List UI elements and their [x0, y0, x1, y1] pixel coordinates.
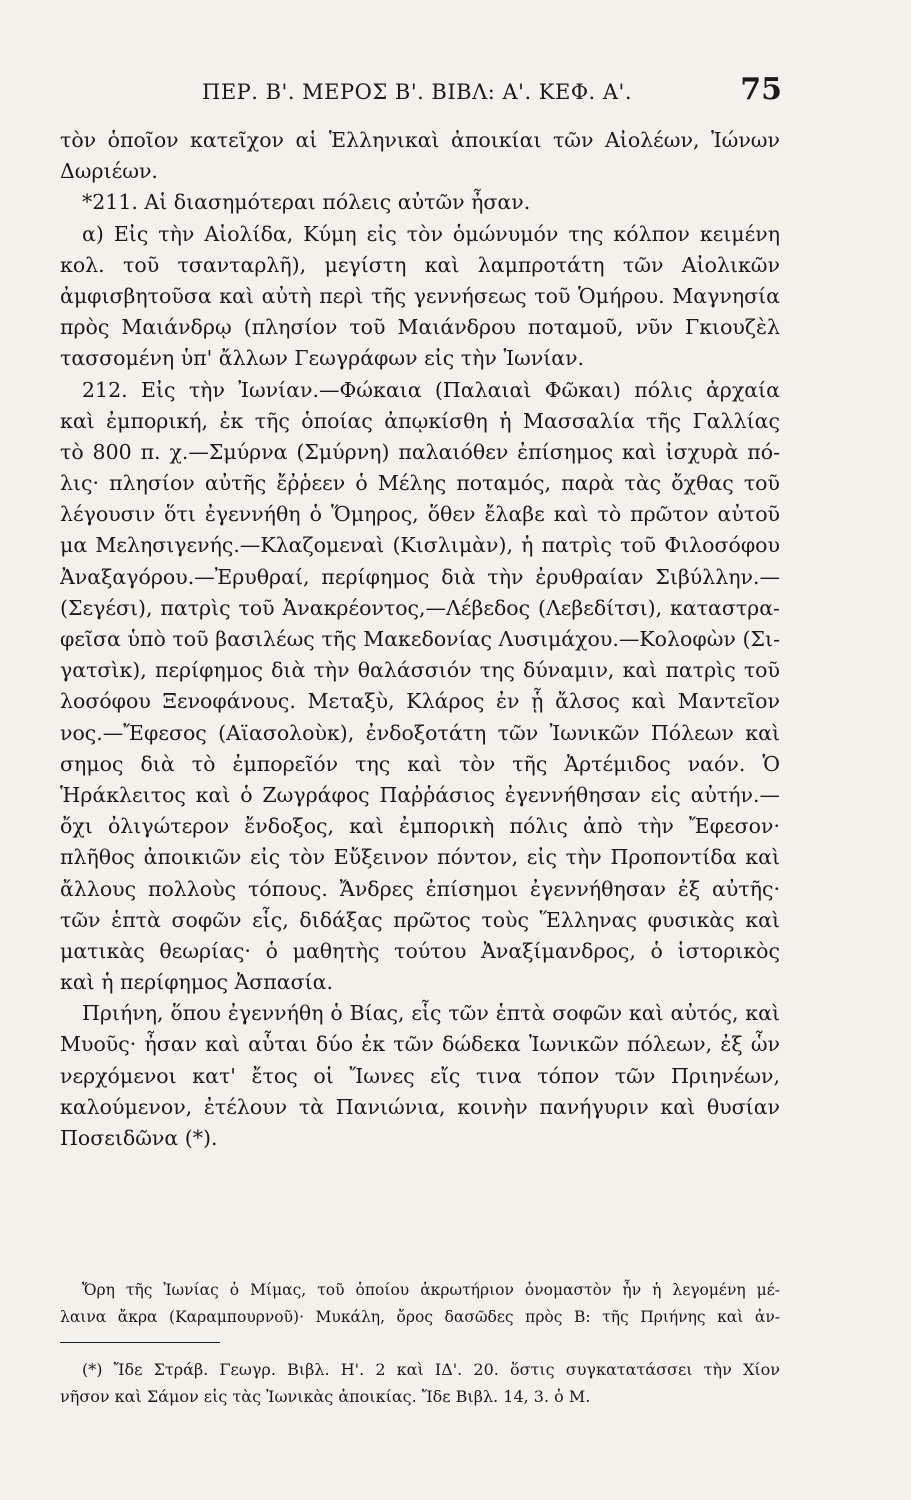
- text-line: μα Μελησιγενής.—Κλαζομεναὶ (Κισλιμὰν), ἡ πατρὶς τοῦ Φιλοσόφου: [60, 533, 780, 558]
- footnote: [60, 1356, 780, 1410]
- text-line: κολ. τοῦ τσανταρλῆ), μεγίστη καὶ λαμπροτάτη τῶν Αἰολικῶν: [60, 252, 780, 277]
- text-line: τῶν ἑπτὰ σοφῶν εἷς, διδάξας πρῶτος τοὺς Ἕλληνας φυσικὰς καὶ: [60, 907, 780, 932]
- text-line: (Σεγέσι), πατρὶς τοῦ Ἀνακρέοντος,—Λέβεδος (Λεβεδίτσι), καταστρα-: [60, 595, 780, 620]
- running-head: ΠΕΡ. Β'. ΜΕΡΟΣ Β'. ΒΙΒΛ: Α'. ΚΕΦ. Α'.: [202, 80, 632, 104]
- text-line: λέγουσιν ὅτι ἐγεννήθη ὁ Ὅμηρος, ὅθεν ἔλαβε καὶ τὸ πρῶτον αὐτοῦ: [60, 502, 780, 527]
- text-line: Ἡράκλειτος καὶ ὁ Ζωγράφος Παῤῥάσιος ἐγεννήθησαν εἰς αὐτήν.—: [60, 782, 780, 807]
- text-line: Δωριέων.: [60, 159, 158, 184]
- footnote-line: (*) Ἴδε Στράβ. Γεωγρ. Βιβλ. Η'. 2 καὶ ΙΔ'. 20. ὅστις συγκατατάσσει τὴν Χίον: [82, 1360, 780, 1379]
- text-line: ὄχι ὀλιγώτερον ἔνδοξος, καὶ ἐμπορικὴ πόλις ἀπὸ τὴν Ἔφεσον·: [60, 814, 780, 839]
- text-line: α) Εἰς τὴν Αἰολίδα, Κύμη εἰς τὸν ὁμώνυμόν της κόλπον κειμένη: [82, 221, 780, 246]
- text-line: ματικὰς θεωρίας· ὁ μαθητὴς τούτου Ἀναξίμανδρος, ὁ ἱστορικὸς: [60, 938, 780, 963]
- text-line: Πριήνη, ὅπου ἐγεννήθη ὁ Βίας, εἷς τῶν ἑπτὰ σοφῶν καὶ αὐτός, καὶ: [82, 1001, 780, 1026]
- text-line: νερχόμενοι κατ' ἔτος οἱ Ἴωνες εἴς τινα τόπον τῶν Πριηνέων,: [60, 1063, 780, 1088]
- text-line: γατσὶκ), περίφημος διὰ τὴν θαλάσσιόν της δύναμιν, καὶ πατρὶς τοῦ: [60, 658, 780, 683]
- text-line: τὸν ὁποῖον κατεῖχον αἱ Ἑλληνικαὶ ἀποικίαι τῶν Αἰολέων, Ἰώνων: [60, 128, 780, 152]
- text-line: πλῆθος ἀποικιῶν εἰς τὸν Εὔξεινον πόντον, εἰς τὴν Προποντίδα καὶ: [60, 845, 780, 870]
- text-line: Ποσειδῶνα (*).: [60, 1126, 218, 1150]
- text-line: ἄλλους πολλοὺς τόπους. Ἄνδρες ἐπίσημοι ἐγεννήθησαν ἐξ αὐτῆς·: [60, 876, 780, 901]
- text-line: καὶ ἡ περίφημος Ἀσπασία.: [60, 970, 333, 995]
- text-line: Ἀναξαγόρου.—Ἐρυθραί, περίφημος διὰ τὴν ἐρυθραίαν Σιβύλλην.—: [60, 564, 780, 589]
- text-line: τασσομένη ὑπ' ἄλλων Γεωγράφων εἰς τὴν Ἰωνίαν.: [60, 346, 585, 371]
- section-heading-212: 212. Εἰς τὴν Ἰωνίαν.—Φώκαια (Παλαιαὶ Φῶκαι) πόλις ἀρχαία: [82, 377, 780, 402]
- text-line: νος.—Ἔφεσος (Αϊασολοὺκ), ἐνδοξοτάτη τῶν Ἰωνικῶν Πόλεων καὶ: [60, 720, 780, 745]
- body-text: [60, 125, 780, 1154]
- text-line: τὸ 800 π. χ.—Σμύρνα (Σμύρνη) παλαιόθεν ἐπίσημος καὶ ἰσχυρὰ πό-: [60, 439, 780, 464]
- footnote-line: νῆσον καὶ Σάμον εἰς τὰς Ἰωνικὰς ἀποικίας. Ἴδε Βιβλ. 14, 3. ὁ Μ.: [60, 1387, 591, 1406]
- text-line: καὶ ἐμπορική, ἐκ τῆς ὁποίας ἀπῳκίσθη ἡ Μασσαλία τῆς Γαλλίας: [60, 408, 780, 433]
- text-line: Μυοῦς· ἦσαν καὶ αὗται δύο ἐκ τῶν δώδεκα Ἰωνικῶν πόλεων, ἐξ ὧν: [60, 1032, 780, 1057]
- page-number: 75: [740, 72, 782, 107]
- text-line: πρὸς Μαιάνδρῳ (πλησίον τοῦ Μαιάνδρου ποταμοῦ, νῦν Γκιουζὲλ: [60, 315, 780, 340]
- section-heading-211: *211. Αἱ διασημότεραι πόλεις αὐτῶν ἦσαν.: [82, 190, 531, 215]
- note-line: Ὄρη τῆς Ἰωνίας ὁ Μίμας, τοῦ ὁποίου ἀκρωτήριον ὀνομαστὸν ἦν ἡ λεγομένη μέ-: [82, 1281, 780, 1299]
- footnote-rule: [60, 1342, 220, 1343]
- page-header: [62, 72, 782, 112]
- text-line: λοσόφου Ξενοφάνους. Μεταξὺ, Κλάρος ἐν ᾗ ἄλσος καὶ Μαντεῖον: [60, 689, 780, 714]
- small-print-note: [60, 1277, 780, 1331]
- text-line: καλούμενον, ἐτέλουν τὰ Πανιώνια, κοινὴν πανήγυριν καὶ θυσίαν: [60, 1094, 780, 1119]
- text-line: φεῖσα ὑπὸ τοῦ βασιλέως τῆς Μακεδονίας Λυσιμάχου.—Κολοφὼν (Σι-: [60, 627, 780, 651]
- text-line: ἀμφισβητοῦσα καὶ αὐτὴ περὶ τῆς γεννήσεως τοῦ Ὁμήρου. Μαγνησία: [60, 283, 780, 308]
- note-line: λαινα ἄκρα (Καραμπουρνοῦ)· Μυκάλη, ὄρος δασῶδες πρὸς Β: τῆς Πριήνης καὶ ἀν-: [60, 1308, 780, 1326]
- text-line: λις· πλησίον αὐτῆς ἔῤῥεεν ὁ Μέλης ποταμός, παρὰ τὰς ὄχθας τοῦ: [60, 471, 780, 496]
- text-line: σημος διὰ τὸ ἐμπορεῖόν της καὶ τὸν τῆς Ἀρτέμιδος ναόν. Ὁ: [60, 751, 780, 776]
